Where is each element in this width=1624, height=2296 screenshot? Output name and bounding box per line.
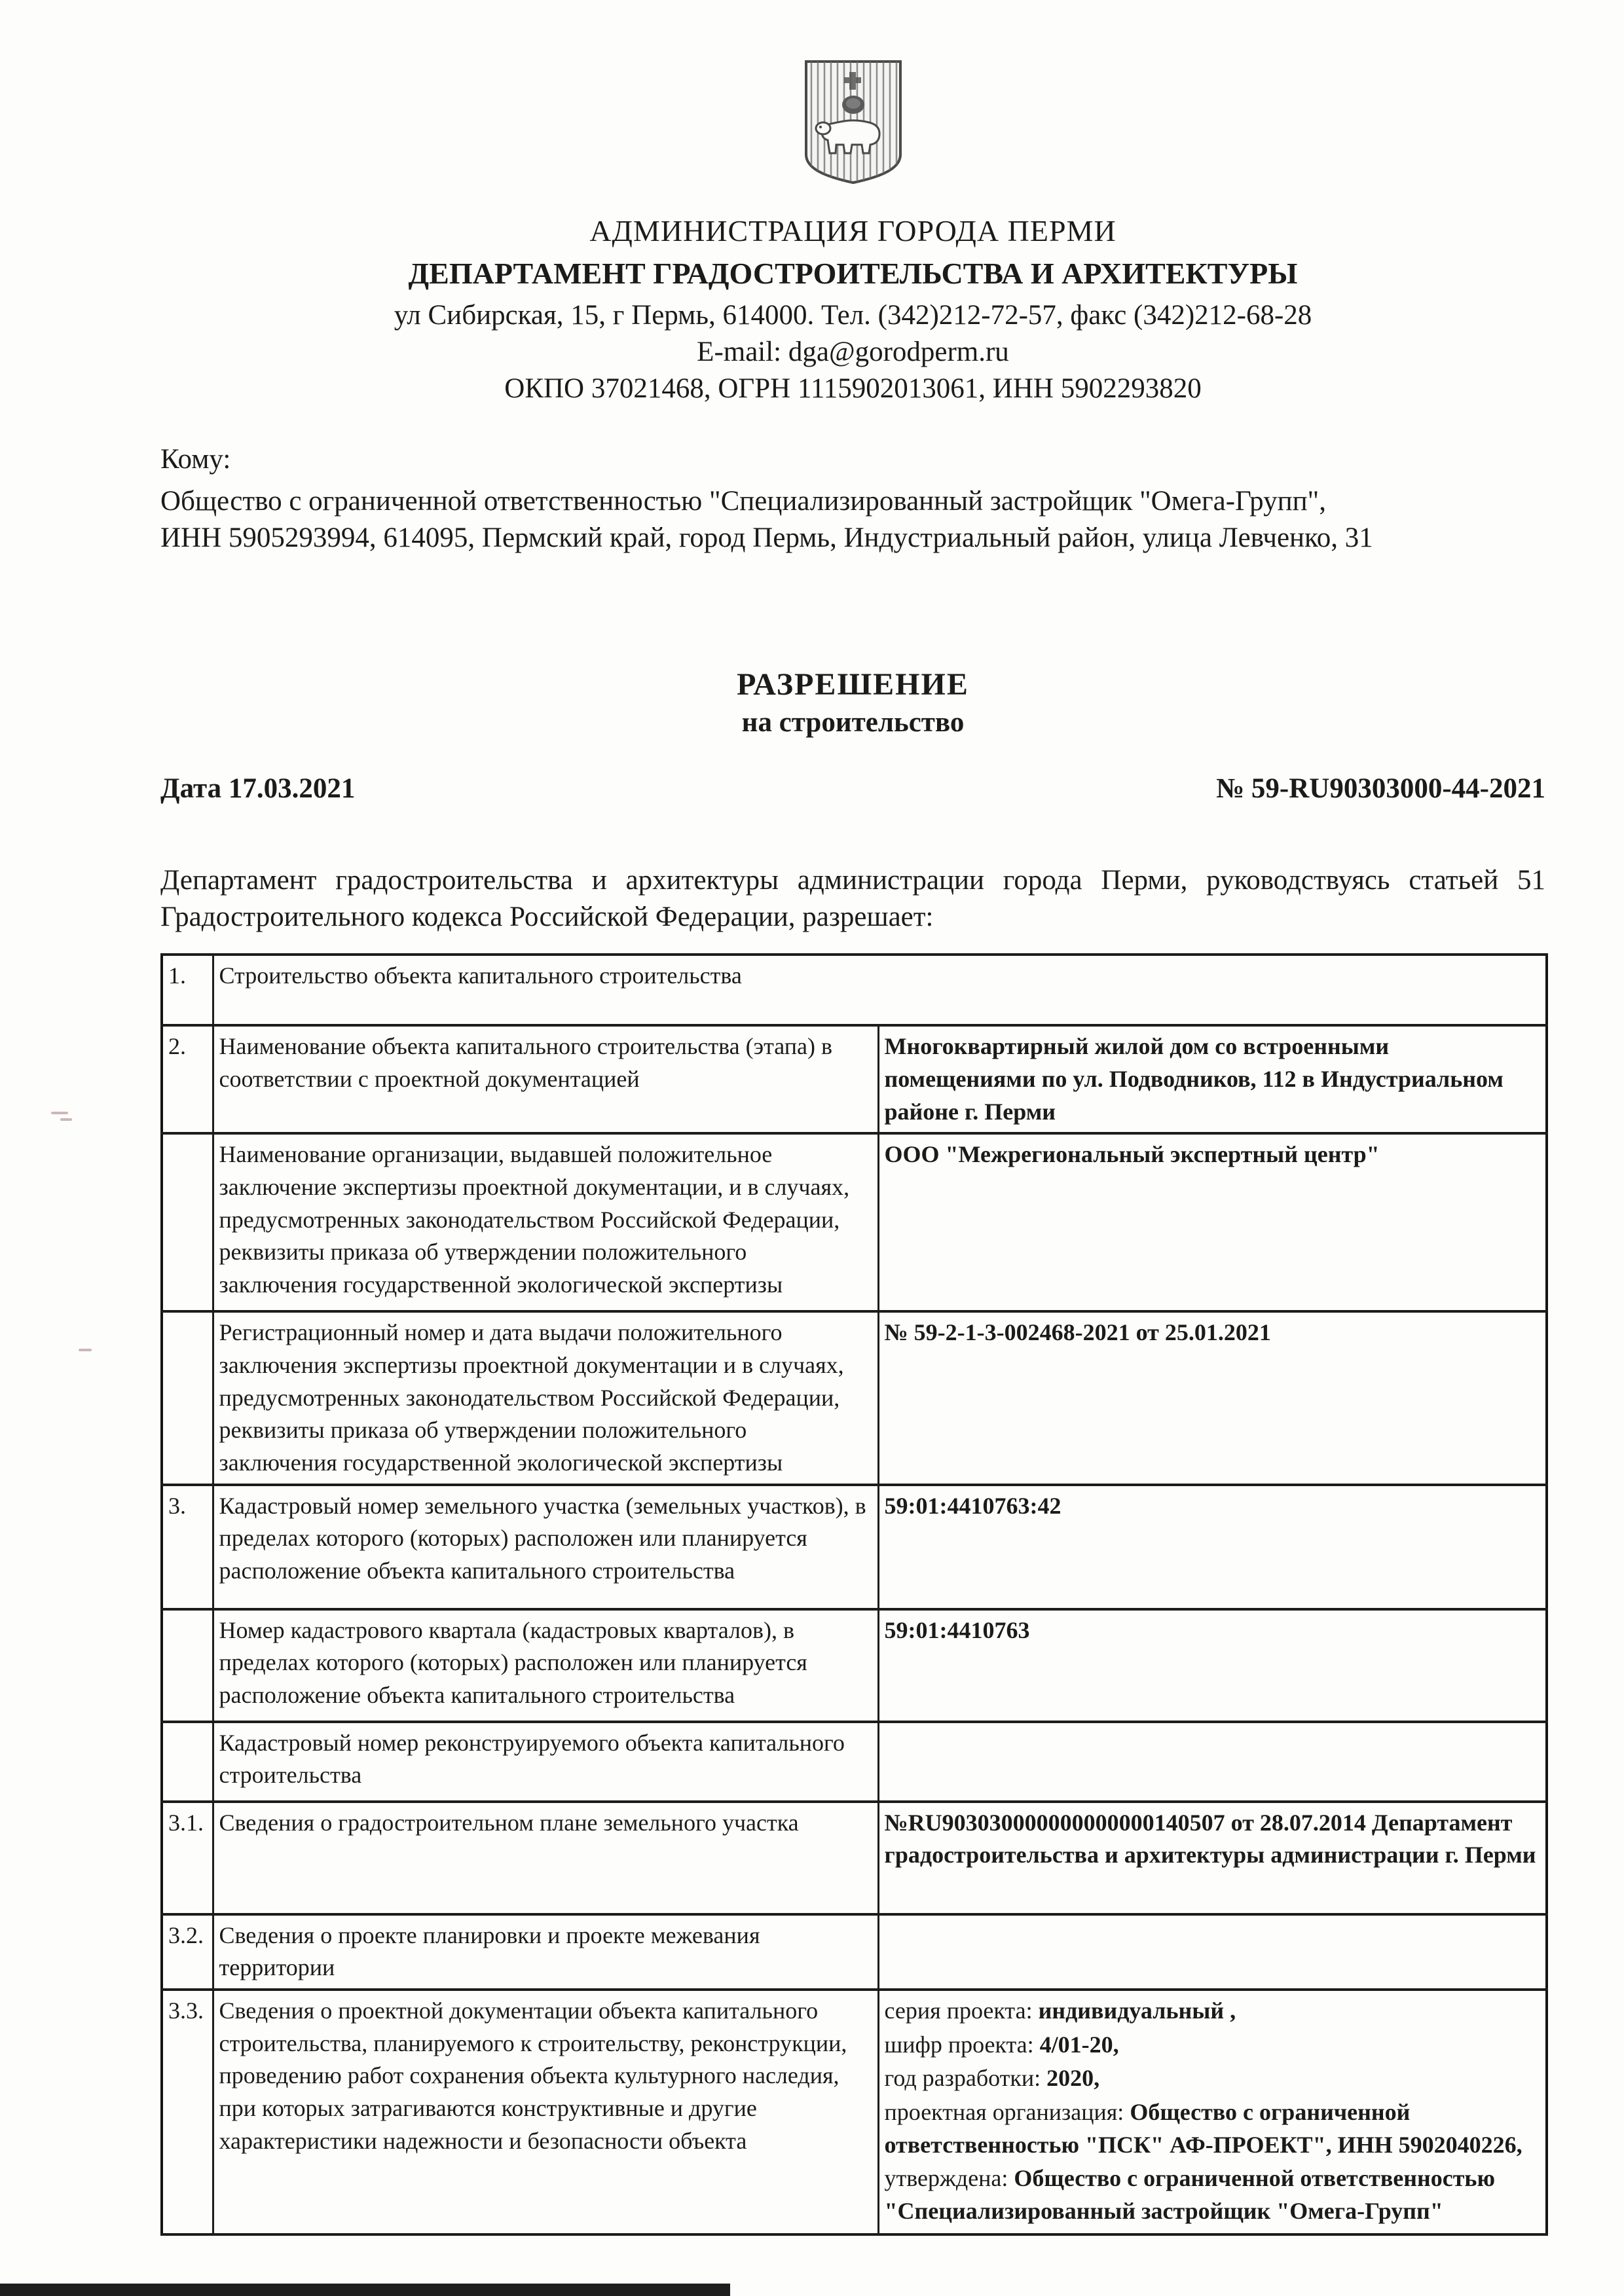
recipient-line-1: Общество с ограниченной ответственностью "Специализированный застройщик "Омега-Групп",	[160, 485, 1326, 517]
row-value-cell	[878, 1914, 1547, 1990]
table-row-1	[162, 955, 1547, 1025]
table-row-3.3	[162, 1990, 1547, 2234]
project-org-line: проектная организация: Общество с ограниченной ответственностью "ПСК" АФ-ПРОЕКТ", ИНН 5902040226,	[884, 2098, 1522, 2158]
document-meta-row	[160, 773, 1545, 805]
letterhead-codes: ОКПО 37021468, ОГРН 1115902013061, ИНН 5902293820	[504, 373, 1202, 404]
table-row-2c	[162, 1311, 1547, 1484]
table-row-3.2	[162, 1914, 1547, 1990]
intro-paragraph: Департамент градостроительства и архитектуры администрации города Перми, руководствуясь статьей 51 Градостроительного кодекса Российской Федерации, разрешает:	[160, 864, 1545, 933]
letterhead	[160, 58, 1545, 405]
letterhead-administration: АДМИНИСТРАЦИЯ ГОРОДА ПЕРМИ	[589, 214, 1116, 247]
document-title: РАЗРЕШЕНИЕ	[737, 666, 969, 702]
project-series-line: серия проекта: индивидуальный ,	[884, 1997, 1236, 2024]
row-label-cell: Сведения о градостроительном плане земельного участка	[213, 1802, 878, 1914]
table-row-2b	[162, 1133, 1547, 1311]
table-row-3b	[162, 1609, 1547, 1722]
table-row-2a	[162, 1025, 1547, 1133]
page-content	[160, 0, 1545, 2236]
row-value-cell: ООО "Межрегиональный экспертный центр"	[878, 1133, 1547, 1311]
row-number-cell: 3.1.	[162, 1802, 213, 1914]
document-title-block	[160, 666, 1545, 738]
row-label-cell: Кадастровый номер земельного участка (земельных участков), в пределах которого (которых) расположен или планируется расположение объекта капитального строительства	[213, 1485, 878, 1609]
row-number-cell: 2.	[162, 1025, 213, 1133]
row-value-cell: Многоквартирный жилой дом со встроенными помещениями по ул. Подводников, 112 в Индустриальном районе г. Перми	[878, 1025, 1547, 1133]
row-number-cell	[162, 1609, 213, 1722]
row-value-cell: № 59-2-1-3-002468-2021 от 25.01.2021	[878, 1311, 1547, 1484]
row-number-cell: 3.3.	[162, 1990, 213, 2234]
row-number-cell	[162, 1311, 213, 1484]
table-row-3.1	[162, 1802, 1547, 1914]
row-number-cell: 3.	[162, 1485, 213, 1609]
row-label-cell: Регистрационный номер и дата выдачи положительного заключения экспертизы проектной документации и в случаях, предусмотренных законодательством Российской Федерации, реквизиты приказа об утверждении положительного заключения государственной экологической экспертизы	[213, 1311, 878, 1484]
row-label-cell: Строительство объекта капитального строительства	[213, 955, 1547, 1025]
row-value-cell: 59:01:4410763	[878, 1609, 1547, 1722]
row-value-cell: 59:01:4410763:42	[878, 1485, 1547, 1609]
document-subtitle: на строительство	[741, 706, 965, 738]
row-label-cell: Сведения о проектной документации объекта капитального строительства, планируемого к строительству, реконструкции, проведению работ сохранения объекта культурного наследия, при которых затрагиваются конструктивные и другие характеристики надежности и безопасности объекта	[213, 1990, 878, 2234]
recipient-line-2: ИНН 5905293994, 614095, Пермский край, город Пермь, Индустриальный район, улица Левченко, 31	[160, 522, 1373, 553]
table-row-3c	[162, 1722, 1547, 1802]
row-label-cell: Наименование объекта капитального строительства (этапа) в соответствии с проектной документацией	[213, 1025, 878, 1133]
project-code-line: шифр проекта: 4/01-20,	[884, 2031, 1119, 2058]
row-number-cell	[162, 1722, 213, 1802]
project-approved-line: утверждена: Общество с ограниченной ответственностью "Специализированный застройщик "Омега-Групп"	[884, 2165, 1495, 2224]
row-number-cell: 1.	[162, 955, 213, 1025]
letterhead-email: E-mail: dga@gorodperm.ru	[697, 337, 1009, 367]
project-year-line: год разработки: 2020,	[884, 2065, 1100, 2092]
row-label-cell: Наименование организации, выдавшей положительное заключение экспертизы проектной документации, и в случаях, предусмотренных законодательством Российской Федерации, реквизиты приказа об утверждении положительного заключения государственной экологической экспертизы	[213, 1133, 878, 1311]
row-value-cell	[878, 1722, 1547, 1802]
row-value-cell: №RU903030000000000000140507 от 28.07.2014 Департамент градостроительства и архитектуры администрации г. Перми	[878, 1802, 1547, 1914]
letterhead-address: ул Сибирская, 15, г Пермь, 614000. Тел. (342)212-72-57, факс (342)212-68-28	[394, 300, 1312, 331]
recipient-label: Кому:	[160, 444, 231, 475]
scan-artifact-bar	[0, 2284, 730, 2296]
permit-table	[160, 953, 1548, 2235]
document-date: Дата 17.03.2021	[160, 773, 356, 804]
row-label-cell: Сведения о проекте планировки и проекте межевания территории	[213, 1914, 878, 1990]
table-row-3a	[162, 1485, 1547, 1609]
row-label-cell: Кадастровый номер реконструируемого объекта капитального строительства	[213, 1722, 878, 1802]
row-value-cell	[878, 1990, 1547, 2234]
letterhead-department: ДЕПАРТАМЕНТ ГРАДОСТРОИТЕЛЬСТВА И АРХИТЕКТУРЫ	[408, 257, 1298, 290]
recipient-block	[160, 441, 1545, 556]
perm-coat-of-arms-emblem	[801, 58, 906, 187]
coat-of-arms-icon	[801, 58, 906, 187]
document-number: № 59-RU90303000-44-2021	[1215, 773, 1545, 804]
row-number-cell: 3.2.	[162, 1914, 213, 1990]
row-label-cell: Номер кадастрового квартала (кадастровых кварталов), в пределах которого (которых) расположен или планируется расположение объекта капитального строительства	[213, 1609, 878, 1722]
scan-mark	[79, 1349, 92, 1351]
scan-mark	[51, 1112, 72, 1121]
row-number-cell	[162, 1133, 213, 1311]
